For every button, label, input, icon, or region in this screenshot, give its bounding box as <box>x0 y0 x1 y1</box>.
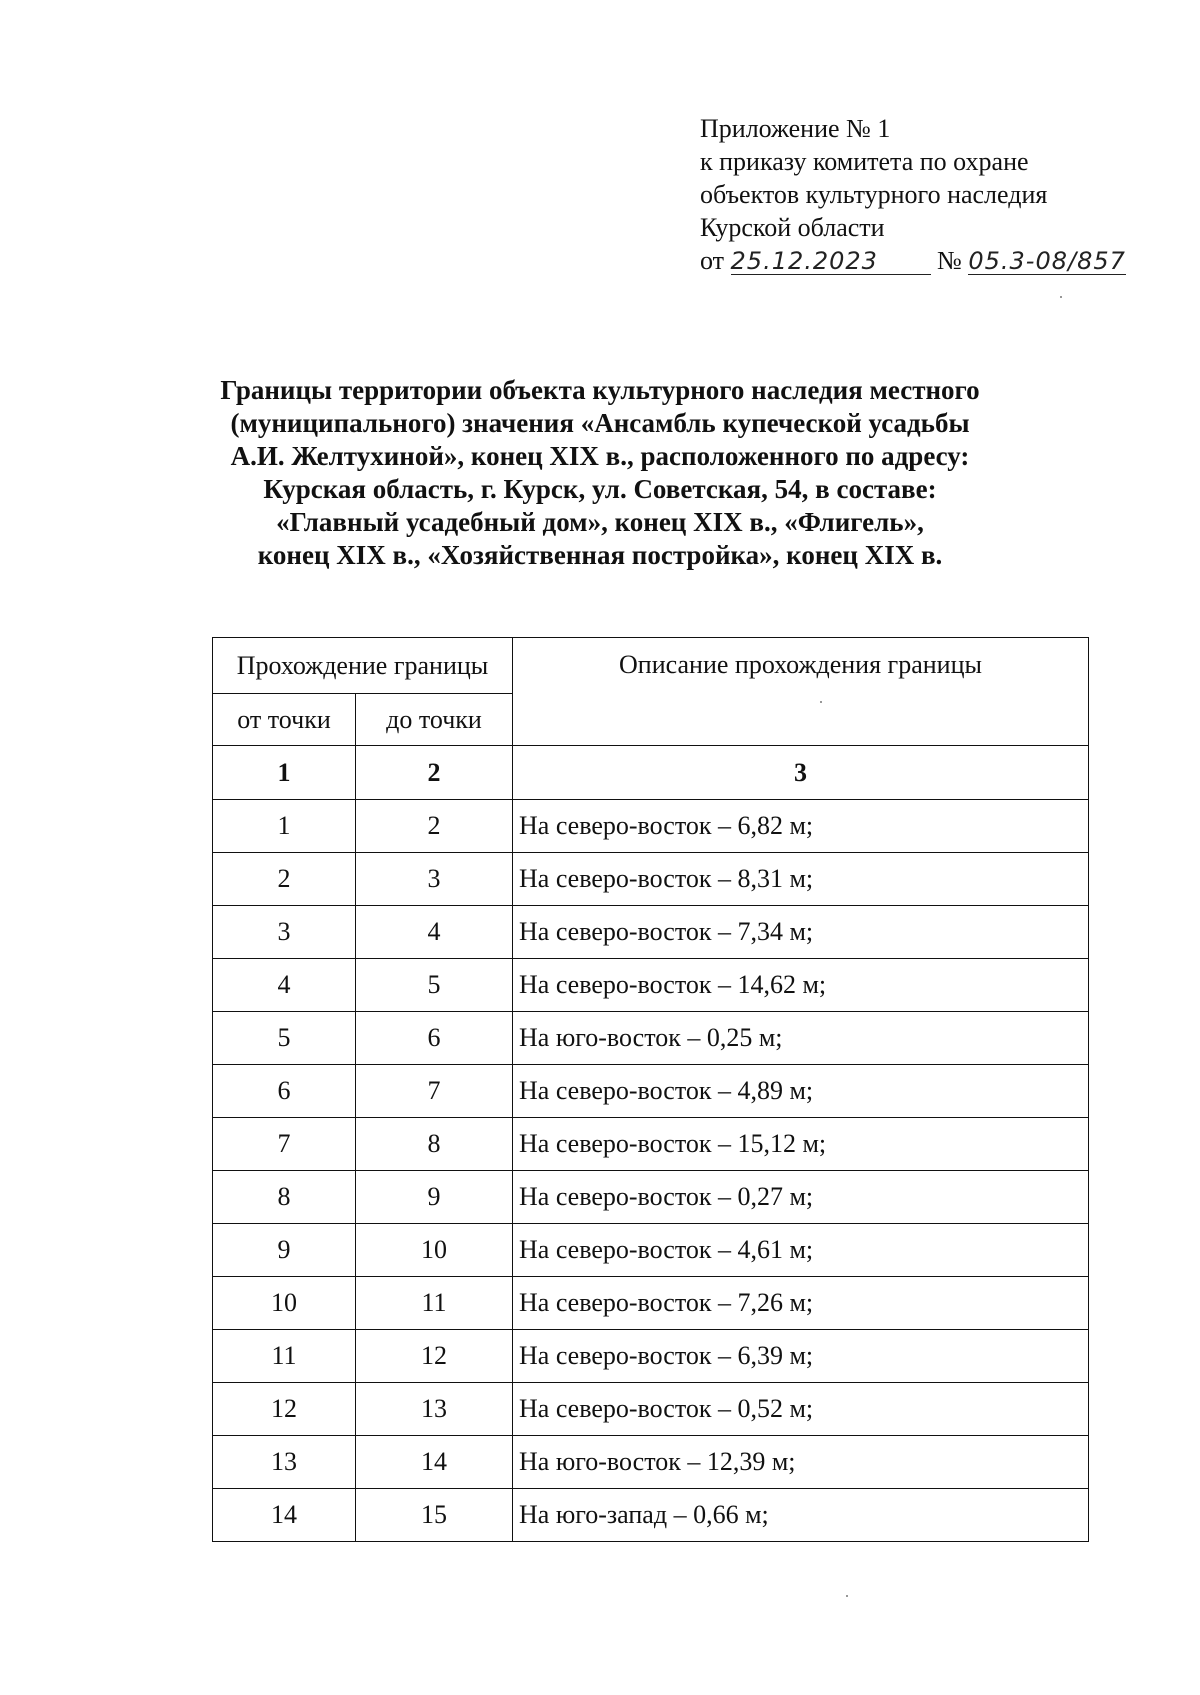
scan-speck <box>820 701 822 703</box>
from-point-cell: 3 <box>213 906 356 959</box>
column-number: 1 <box>213 746 356 800</box>
description-cell: На северо-восток – 4,61 м; <box>513 1224 1089 1277</box>
from-point-cell: 1 <box>213 800 356 853</box>
appendix-date-line <box>700 244 1126 277</box>
table-row <box>213 1118 1089 1171</box>
description-cell: На северо-восток – 6,39 м; <box>513 1330 1089 1383</box>
from-point-cell: 8 <box>213 1171 356 1224</box>
header-from-point: от точки <box>213 694 356 746</box>
title-line: (муниципального) значения «Ансамбль купеческой усадьбы <box>230 408 970 438</box>
date-prefix: от <box>700 246 725 275</box>
column-number: 2 <box>356 746 513 800</box>
from-point-cell: 7 <box>213 1118 356 1171</box>
table-row <box>213 1065 1089 1118</box>
from-point-cell: 4 <box>213 959 356 1012</box>
scan-speck <box>846 1595 848 1597</box>
table-row <box>213 800 1089 853</box>
title-line: Границы территории объекта культурного наследия местного <box>220 375 980 405</box>
to-point-cell: 4 <box>356 906 513 959</box>
description-cell: На северо-восток – 8,31 м; <box>513 853 1089 906</box>
header-boundary-passage: Прохождение границы <box>213 638 513 694</box>
from-point-cell: 9 <box>213 1224 356 1277</box>
header-to-point: до точки <box>356 694 513 746</box>
description-cell: На северо-восток – 14,62 м; <box>513 959 1089 1012</box>
to-point-cell: 11 <box>356 1277 513 1330</box>
from-point-cell: 12 <box>213 1383 356 1436</box>
to-point-cell: 14 <box>356 1436 513 1489</box>
to-point-cell: 8 <box>356 1118 513 1171</box>
description-cell: На юго-запад – 0,66 м; <box>513 1489 1089 1542</box>
document-title <box>180 374 1020 572</box>
title-line: «Главный усадебный дом», конец XIX в., «Флигель», <box>276 507 924 537</box>
appendix-line-committee: объектов культурного наследия <box>700 180 1048 209</box>
description-cell: На юго-восток – 12,39 м; <box>513 1436 1089 1489</box>
from-point-cell: 6 <box>213 1065 356 1118</box>
description-cell: На северо-восток – 15,12 м; <box>513 1118 1089 1171</box>
header-boundary-description: Описание прохождения границы <box>513 638 1089 746</box>
table-row <box>213 1277 1089 1330</box>
from-point-cell: 10 <box>213 1277 356 1330</box>
appendix-title: Приложение № 1 <box>700 114 891 143</box>
description-cell: На северо-восток – 0,27 м; <box>513 1171 1089 1224</box>
column-number-row <box>213 746 1089 800</box>
to-point-cell: 12 <box>356 1330 513 1383</box>
from-point-cell: 11 <box>213 1330 356 1383</box>
table-row <box>213 959 1089 1012</box>
to-point-cell: 13 <box>356 1383 513 1436</box>
handwritten-date: 25.12.2023 <box>731 248 931 275</box>
description-cell: На северо-восток – 6,82 м; <box>513 800 1089 853</box>
table-row <box>213 1436 1089 1489</box>
boundary-table <box>212 637 1089 1542</box>
scan-speck <box>1060 296 1062 298</box>
title-line: конец XIX в., «Хозяйственная постройка», конец XIX в. <box>257 540 943 570</box>
description-cell: На северо-восток – 7,26 м; <box>513 1277 1089 1330</box>
table-row <box>213 1330 1089 1383</box>
table-row <box>213 853 1089 906</box>
appendix-line-region: Курской области <box>700 213 885 242</box>
to-point-cell: 9 <box>356 1171 513 1224</box>
to-point-cell: 5 <box>356 959 513 1012</box>
appendix-line-order: к приказу комитета по охране <box>700 147 1029 176</box>
table-row <box>213 1383 1089 1436</box>
table-header-row <box>213 638 1089 694</box>
from-point-cell: 14 <box>213 1489 356 1542</box>
to-point-cell: 7 <box>356 1065 513 1118</box>
from-point-cell: 13 <box>213 1436 356 1489</box>
description-cell: На северо-восток – 0,52 м; <box>513 1383 1089 1436</box>
title-line: Курская область, г. Курск, ул. Советская, 54, в составе: <box>263 474 937 504</box>
description-cell: На северо-восток – 4,89 м; <box>513 1065 1089 1118</box>
appendix-block <box>700 112 1126 277</box>
title-line: А.И. Желтухиной», конец XIX в., расположенного по адресу: <box>230 441 970 471</box>
table-row <box>213 1224 1089 1277</box>
to-point-cell: 6 <box>356 1012 513 1065</box>
column-number: 3 <box>513 746 1089 800</box>
table-row <box>213 906 1089 959</box>
table-row <box>213 1171 1089 1224</box>
handwritten-number: 05.3-08/857 <box>968 247 1126 275</box>
number-prefix: № <box>937 246 962 275</box>
from-point-cell: 5 <box>213 1012 356 1065</box>
description-cell: На северо-восток – 7,34 м; <box>513 906 1089 959</box>
from-point-cell: 2 <box>213 853 356 906</box>
to-point-cell: 10 <box>356 1224 513 1277</box>
description-cell: На юго-восток – 0,25 м; <box>513 1012 1089 1065</box>
table-row <box>213 1489 1089 1542</box>
to-point-cell: 15 <box>356 1489 513 1542</box>
to-point-cell: 2 <box>356 800 513 853</box>
table-row <box>213 1012 1089 1065</box>
to-point-cell: 3 <box>356 853 513 906</box>
